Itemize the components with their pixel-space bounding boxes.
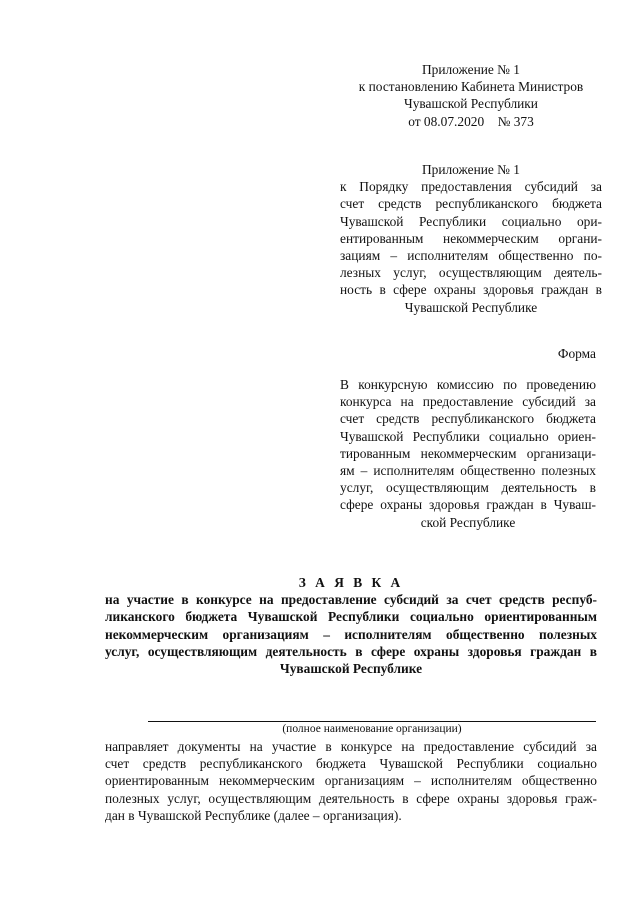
application-subtitle-line: Чувашской Республике bbox=[279, 661, 423, 677]
appendix-2-line: Чувашской Республике bbox=[404, 299, 538, 315]
form-label: Форма bbox=[557, 346, 596, 361]
appendix-2-line: Чувашской Республики социально ори- bbox=[340, 213, 602, 229]
application-subtitle-line: услуг, осуществляющим деятельность в сфере охраны здоровья граждан в bbox=[105, 643, 597, 659]
commission-line: тированным некоммерческим организаци- bbox=[340, 445, 596, 461]
commission-line: услуг, осуществляющим деятельность в bbox=[340, 480, 596, 496]
appendix-2-line: ентированным некоммерческим органи- bbox=[340, 230, 602, 246]
body-line: ориентированным некоммерческим организациям – исполнителям общественно bbox=[105, 773, 597, 789]
appendix-2-header bbox=[340, 161, 602, 316]
commission-line: конкурса на предоставление субсидий за bbox=[340, 394, 596, 410]
application-heading: З А Я В К А bbox=[298, 575, 404, 590]
appendix-1-line: Приложение № 1 bbox=[421, 62, 521, 77]
commission-line: сфере охраны здоровья граждан в Чуваш- bbox=[340, 497, 596, 513]
appendix-1-line: Чувашской Республики bbox=[404, 96, 538, 112]
body-line: дан в Чувашской Республике (далее – организация). bbox=[105, 807, 402, 823]
commission-line: ской Республике bbox=[420, 514, 516, 530]
appendix-2-line: лезных услуг, осуществляющим деятель- bbox=[340, 265, 602, 281]
appendix-2-line: зациям – исполнителям общественно по- bbox=[340, 248, 602, 264]
appendix-1-line: к постановлению Кабинета Министров bbox=[358, 79, 584, 95]
application-title bbox=[105, 574, 597, 677]
appendix-2-line: ность в сфере охраны здоровья граждан в bbox=[340, 282, 602, 298]
commission-line: В конкурсную комиссию по проведению bbox=[340, 377, 596, 392]
organization-name-caption: (полное наименование организации) bbox=[282, 723, 462, 735]
appendix-2-line: счет средств республиканского бюджета bbox=[340, 196, 602, 212]
appendix-2-line: Приложение № 1 bbox=[421, 162, 521, 177]
application-subtitle-line: ликанского бюджета Чувашской Республики социально ориентированным bbox=[105, 609, 597, 625]
commission-line: счет средств республиканского бюджета bbox=[340, 411, 596, 427]
body-line: направляет документы на участие в конкурсе на предоставление субсидий за bbox=[105, 739, 597, 754]
appendix-1-header bbox=[340, 61, 602, 130]
body-line: полезных услуг, осуществляющим деятельность в сфере охраны здоровья граж- bbox=[105, 790, 597, 806]
commission-addressee bbox=[340, 376, 596, 531]
commission-line: Чувашской Республики социально ориен- bbox=[340, 428, 596, 444]
application-body bbox=[105, 738, 597, 824]
appendix-1-line: от 08.07.2020 № 373 bbox=[408, 113, 534, 129]
application-subtitle-line: на участие в конкурсе на предоставление субсидий за счет средств респуб- bbox=[105, 592, 597, 608]
body-line: счет средств республиканского бюджета Чувашской Республики социально bbox=[105, 756, 597, 772]
commission-line: ям – исполнителям общественно полезных bbox=[340, 463, 596, 479]
appendix-2-line: к Порядку предоставления субсидий за bbox=[340, 179, 602, 195]
application-subtitle-line: некоммерческим организациям – исполнителям общественно полезных bbox=[105, 626, 597, 642]
